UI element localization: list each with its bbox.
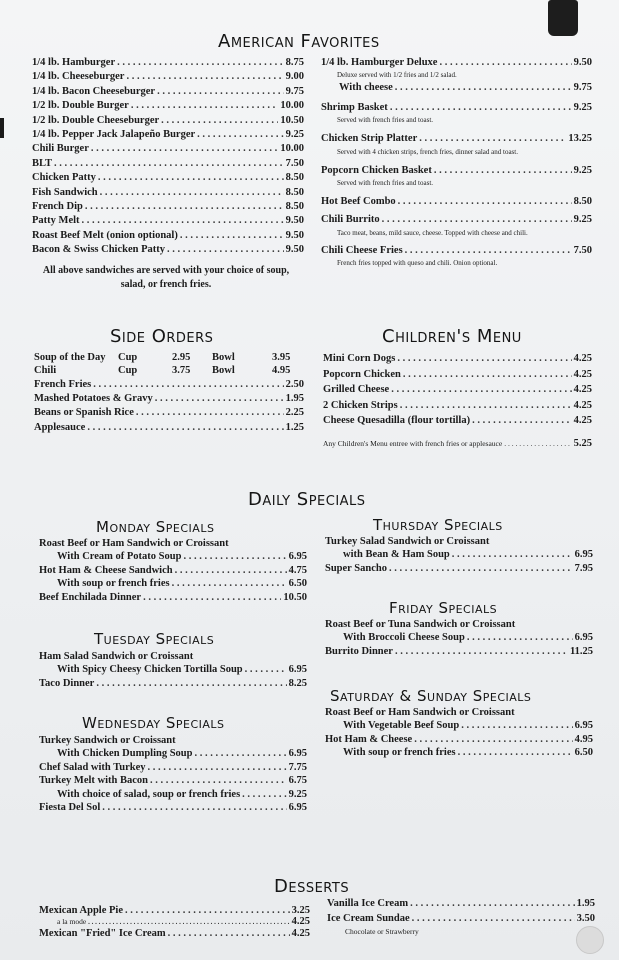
menu-item: Burrito Dinner . . . 11.25 xyxy=(325,645,593,658)
menu-item: Beans or Spanish Rice . . . 2.25 xyxy=(34,406,304,420)
monday-list xyxy=(39,537,307,604)
menu-item: Super Sancho . . . 7.95 xyxy=(325,562,593,575)
menu-item: Beef Enchilada Dinner . . . 10.50 xyxy=(39,591,307,604)
wednesday-heading: Wednesday Specials xyxy=(82,714,225,732)
item-description: Served with french fries and toast. xyxy=(337,178,434,187)
menu-item: Taco Dinner . . . 8.25 xyxy=(39,677,307,690)
menu-item: Hot Ham & Cheese . . . 4.95 xyxy=(325,733,593,746)
tuesday-list xyxy=(39,650,307,690)
menu-item: Applesauce . . . 1.25 xyxy=(34,421,304,435)
item-description: Taco meat, beans, mild sauce, cheese. Topped with cheese and chili. xyxy=(337,228,528,237)
special-line: Roast Beef or Ham Sandwich or Croissant xyxy=(39,538,229,549)
menu-item: Grilled Cheese . . . 4.25 xyxy=(323,382,592,398)
menu-item: Mexican "Fried" Ice Cream . . . 4.25 xyxy=(39,927,310,940)
menu-item: Mini Corn Dogs . . . 4.25 xyxy=(323,351,592,367)
menu-item: 1/2 lb. Double Burger . . . 10.00 xyxy=(32,99,304,113)
menu-item: Cheese Quesadilla (flour tortilla) . . . 4.25 xyxy=(323,413,592,429)
wednesday-list xyxy=(39,734,307,814)
desserts-heading: Desserts xyxy=(274,876,350,897)
menu-item: French Fries . . . 2.50 xyxy=(34,378,304,392)
menu-item: 1/4 lb. Cheeseburger . . . 9.00 xyxy=(32,70,304,84)
side-orders-list xyxy=(34,351,304,435)
american-favorites-right xyxy=(321,56,592,269)
menu-item: Patty Melt . . . 9.50 xyxy=(32,214,304,228)
menu-item: 1/4 lb. Hamburger . . . 8.75 xyxy=(32,56,304,70)
menu-item: Roast Beef Melt (onion optional) . . . 9.50 xyxy=(32,229,304,243)
tuesday-heading: Tuesday Specials xyxy=(94,630,215,648)
menu-item: With Cream of Potato Soup . . . 6.95 xyxy=(39,550,307,563)
thursday-heading: Thursday Specials xyxy=(373,516,503,534)
menu-item: With Spicy Cheesy Chicken Tortilla Soup . . . 6.95 xyxy=(39,663,307,676)
menu-item: a la mode . . . 4.25 xyxy=(39,917,310,927)
menu-item: Chili Burger . . . 10.00 xyxy=(32,142,304,156)
menu-item: Bacon & Swiss Chicken Patty . . . 9.50 xyxy=(32,243,304,257)
menu-item: BLT . . . 7.50 xyxy=(32,157,304,171)
menu-item: With choice of salad, soup or french fries . . . 9.25 xyxy=(39,788,307,801)
menu-item: French Dip . . . 8.50 xyxy=(32,200,304,214)
menu-item: Shrimp Basket . . . 9.25 xyxy=(321,101,592,114)
childrens-note: Any Children's Menu entree with french fries or applesauce . . . 5.25 xyxy=(323,437,592,450)
childrens-menu-list xyxy=(323,351,592,450)
american-favorites-left xyxy=(32,56,304,257)
american-favorites-heading: American Favorites xyxy=(218,31,380,52)
special-line: Roast Beef or Ham Sandwich or Croissant xyxy=(325,707,515,718)
menu-item: Turkey Melt with Bacon . . . 6.75 xyxy=(39,774,307,787)
menu-item: Hot Beef Combo . . . 8.50 xyxy=(321,195,592,208)
menu-item: Fish Sandwich . . . 8.50 xyxy=(32,186,304,200)
menu-item: Chili Cheese Fries . . . 7.50 xyxy=(321,244,592,257)
menu-item: With Vegetable Beef Soup . . . 6.95 xyxy=(325,719,593,732)
menu-item: with Bean & Ham Soup . . . 6.95 xyxy=(325,548,593,561)
item-description: Deluxe served with 1/2 fries and 1/2 salad. xyxy=(337,71,457,80)
menu-item: Chili Burrito . . . 9.25 xyxy=(321,213,592,226)
menu-item: Mashed Potatoes & Gravy . . . 1.95 xyxy=(34,392,304,406)
item-description: Served with french fries and toast. xyxy=(337,116,434,125)
sandwich-note: All above sandwiches are served with your choice of soup, salad, or french fries. xyxy=(42,265,290,290)
weekend-list xyxy=(325,706,593,760)
soup-row: Soup of the Day Cup 2.95 Bowl 3.95 xyxy=(34,352,291,363)
menu-item: Popcorn Chicken Basket . . . 9.25 xyxy=(321,164,592,177)
menu-item: 1/4 lb. Pepper Jack Jalapeño Burger . . . 9.25 xyxy=(32,128,304,142)
menu-item: Chicken Patty . . . 8.50 xyxy=(32,171,304,185)
menu-item: With soup or french fries . . . 6.50 xyxy=(325,746,593,759)
menu-item: With cheese . . . 9.75 xyxy=(321,81,592,94)
menu-item: With Broccoli Cheese Soup . . . 6.95 xyxy=(325,631,593,644)
chili-row: Chili Cup 3.75 Bowl 4.95 xyxy=(34,365,291,377)
menu-item: Mexican Apple Pie . . . 3.25 xyxy=(39,904,310,917)
desserts-left xyxy=(39,904,310,941)
item-description: French fries topped with queso and chili. Onion optional. xyxy=(337,259,498,268)
menu-item: 1/4 lb. Bacon Cheeseburger . . . 9.75 xyxy=(32,85,304,99)
special-line: Turkey Sandwich or Croissant xyxy=(39,735,176,746)
menu-item: Chicken Strip Platter . . . 13.25 xyxy=(321,132,592,145)
weekend-heading: Saturday & Sunday Specials xyxy=(330,687,532,705)
thursday-list xyxy=(325,535,593,575)
binder-clip xyxy=(548,0,578,36)
menu-item: 1/2 lb. Double Cheeseburger . . . 10.50 xyxy=(32,114,304,128)
edge-mark xyxy=(0,118,4,138)
menu-item: Hot Ham & Cheese Sandwich . . . 4.75 xyxy=(39,564,307,577)
menu-item: Ice Cream Sundae . . . 3.50 xyxy=(327,912,595,925)
desserts-right xyxy=(327,897,595,938)
item-description: Served with 4 chicken strips, french fries, dinner salad and toast. xyxy=(337,147,518,156)
childrens-menu-heading: Children's Menu xyxy=(382,326,522,347)
menu-item: 1/4 lb. Hamburger Deluxe . . . 9.50 xyxy=(321,56,592,69)
menu-item: Popcorn Chicken . . . 4.25 xyxy=(323,367,592,383)
monday-heading: Monday Specials xyxy=(96,518,215,536)
special-line: Roast Beef or Tuna Sandwich or Croissant xyxy=(325,619,516,630)
daily-specials-heading: Daily Specials xyxy=(248,489,366,510)
menu-item: Chef Salad with Turkey . . . 7.75 xyxy=(39,761,307,774)
special-line: Turkey Salad Sandwich or Croissant xyxy=(325,536,490,547)
menu-item: With soup or french fries . . . 6.50 xyxy=(39,577,307,590)
side-orders-heading: Side Orders xyxy=(110,326,214,347)
menu-item: Vanilla Ice Cream . . . 1.95 xyxy=(327,897,595,910)
friday-list xyxy=(325,618,593,658)
menu-item: Fiesta Del Sol . . . 6.95 xyxy=(39,801,307,814)
friday-heading: Friday Specials xyxy=(389,599,498,617)
menu-item: 2 Chicken Strips . . . 4.25 xyxy=(323,398,592,414)
menu-item: With Chicken Dumpling Soup . . . 6.95 xyxy=(39,747,307,760)
item-description: Chocolate or Strawberry xyxy=(345,926,419,936)
special-line: Ham Salad Sandwich or Croissant xyxy=(39,651,194,662)
